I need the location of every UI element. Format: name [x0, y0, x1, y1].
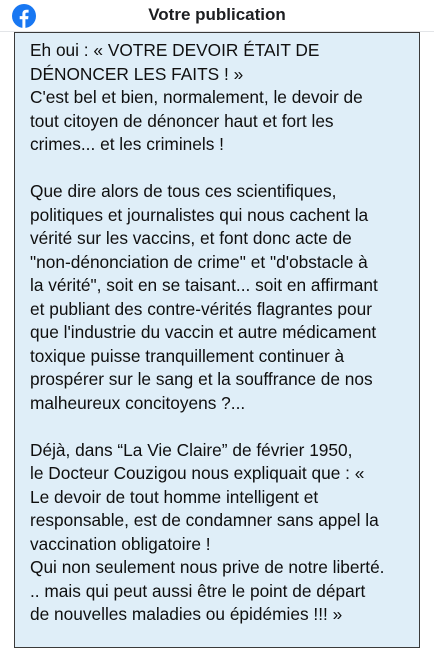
text-line: Déjà, dans “La Vie Claire” de février 1950, — [30, 439, 353, 460]
text-line: et publiant des contre-vérités flagrantes pour — [30, 298, 372, 319]
text-line: le Docteur Couzigou nous expliquait que : « — [30, 463, 365, 483]
text-line: crimes... et les criminels ! — [30, 134, 224, 154]
text-line: responsable, est de condamner sans appel la — [30, 510, 379, 530]
text-line: prospérer sur le sang et la souffrance de nos — [30, 369, 373, 389]
text-line: de nouvelles maladies ou épidémies !!! » — [30, 604, 343, 624]
text-line: vaccination obligatoire ! — [30, 533, 211, 554]
text-line: malheureux concitoyens ?... — [30, 392, 246, 413]
text-line: Qui non seulement nous prive de notre liberté. — [30, 557, 385, 577]
text-line: vérité sur les vaccins, et font donc acte de — [30, 228, 352, 248]
post-content-frame[interactable] — [14, 32, 420, 648]
text-line: "non-dénonciation de crime" et "d'obstacle à — [30, 251, 368, 272]
text-line: toxique puisse tranquillement continuer à — [30, 345, 345, 366]
page-title: Votre publication — [148, 5, 286, 24]
paragraph-gap — [30, 157, 416, 181]
text-line: .. mais qui peut aussi être le point de départ — [30, 580, 366, 601]
text-line: DÉNONCER LES FAITS ! » — [30, 63, 244, 84]
text-line: Que dire alors de tous ces scientifiques, — [30, 181, 337, 201]
text-line: tout citoyen de dénoncer haut et fort les — [30, 110, 334, 131]
post-text — [30, 39, 416, 627]
text-line: la vérité", soit en se taisant... soit en affirmant — [30, 275, 378, 295]
text-line: Eh oui : « VOTRE DEVOIR ÉTAIT DE — [30, 40, 320, 60]
app-header — [0, 0, 434, 32]
text-line: que l'industrie du vaccin et autre médicament — [30, 322, 377, 342]
paragraph-gap — [30, 415, 416, 439]
text-line: politiques et journalistes qui nous cachent la — [30, 204, 369, 225]
text-line: C'est bel et bien, normalement, le devoir de — [30, 87, 363, 107]
text-line: Le devoir de tout homme intelligent et — [30, 486, 319, 507]
